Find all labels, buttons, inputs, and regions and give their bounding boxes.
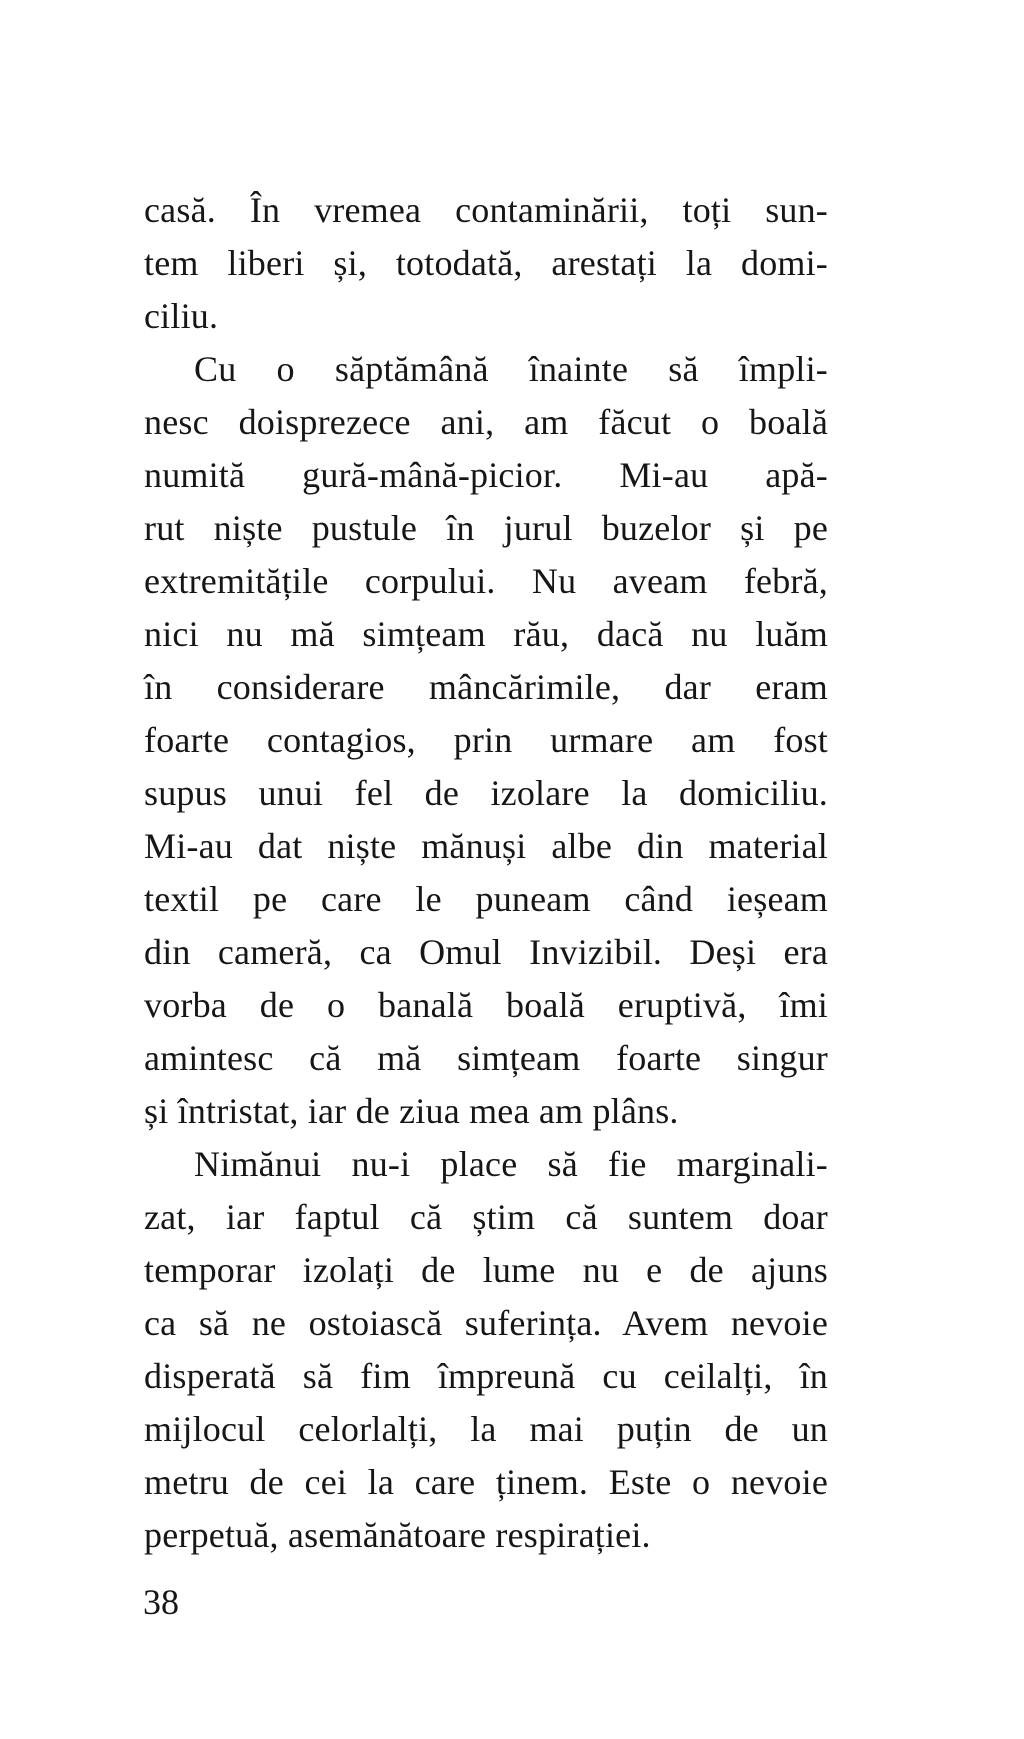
text-line: mijlocul celorlalți, la mai puțin de un	[144, 1409, 828, 1449]
text-line: în considerare mâncărimile, dar eram	[144, 667, 828, 707]
text-line: temporar izolați de lume nu e de ajuns	[144, 1250, 828, 1290]
text-line: Cu o săptămână înainte să împli-	[194, 349, 828, 389]
text-line: metru de cei la care ținem. Este o nevoie	[144, 1462, 828, 1502]
text-line: supus unui fel de izolare la domiciliu.	[144, 773, 828, 813]
text-line: și întristat, iar de ziua mea am plâns.	[144, 1091, 679, 1131]
text-line: ciliu.	[144, 296, 219, 336]
text-line: Nimănui nu-i place să fie marginali-	[194, 1144, 828, 1184]
text-line: tem liberi și, totodată, arestați la domi-	[144, 243, 828, 283]
text-line: vorba de o banală boală eruptivă, îmi	[144, 985, 828, 1025]
text-line: amintesc că mă simțeam foarte singur	[144, 1038, 828, 1078]
text-line: extremitățile corpului. Nu aveam febră,	[144, 561, 828, 601]
text-block	[144, 184, 828, 1562]
text-line: Mi-au dat niște mănuși albe din material	[144, 826, 828, 866]
text-line: nici nu mă simțeam rău, dacă nu luăm	[144, 614, 828, 654]
text-line: disperată să fim împreună cu ceilalți, în	[144, 1356, 828, 1396]
text-line: textil pe care le puneam când ieșeam	[144, 879, 828, 919]
text-line: perpetuă, asemănătoare respirației.	[144, 1515, 651, 1555]
text-line: nesc doisprezece ani, am făcut o boală	[144, 402, 828, 442]
text-line: numită gură-mână-picior. Mi-au apă-	[144, 455, 828, 495]
text-line: zat, iar faptul că știm că suntem doar	[144, 1197, 828, 1237]
page-number: 38	[143, 1582, 179, 1622]
text-line: foarte contagios, prin urmare am fost	[144, 720, 828, 760]
text-line: casă. În vremea contaminării, toți sun-	[144, 190, 828, 230]
text-line: ca să ne ostoiască suferința. Avem nevoie	[144, 1303, 828, 1343]
text-line: rut niște pustule în jurul buzelor și pe	[144, 508, 828, 548]
text-line: din cameră, ca Omul Invizibil. Deși era	[144, 932, 828, 972]
